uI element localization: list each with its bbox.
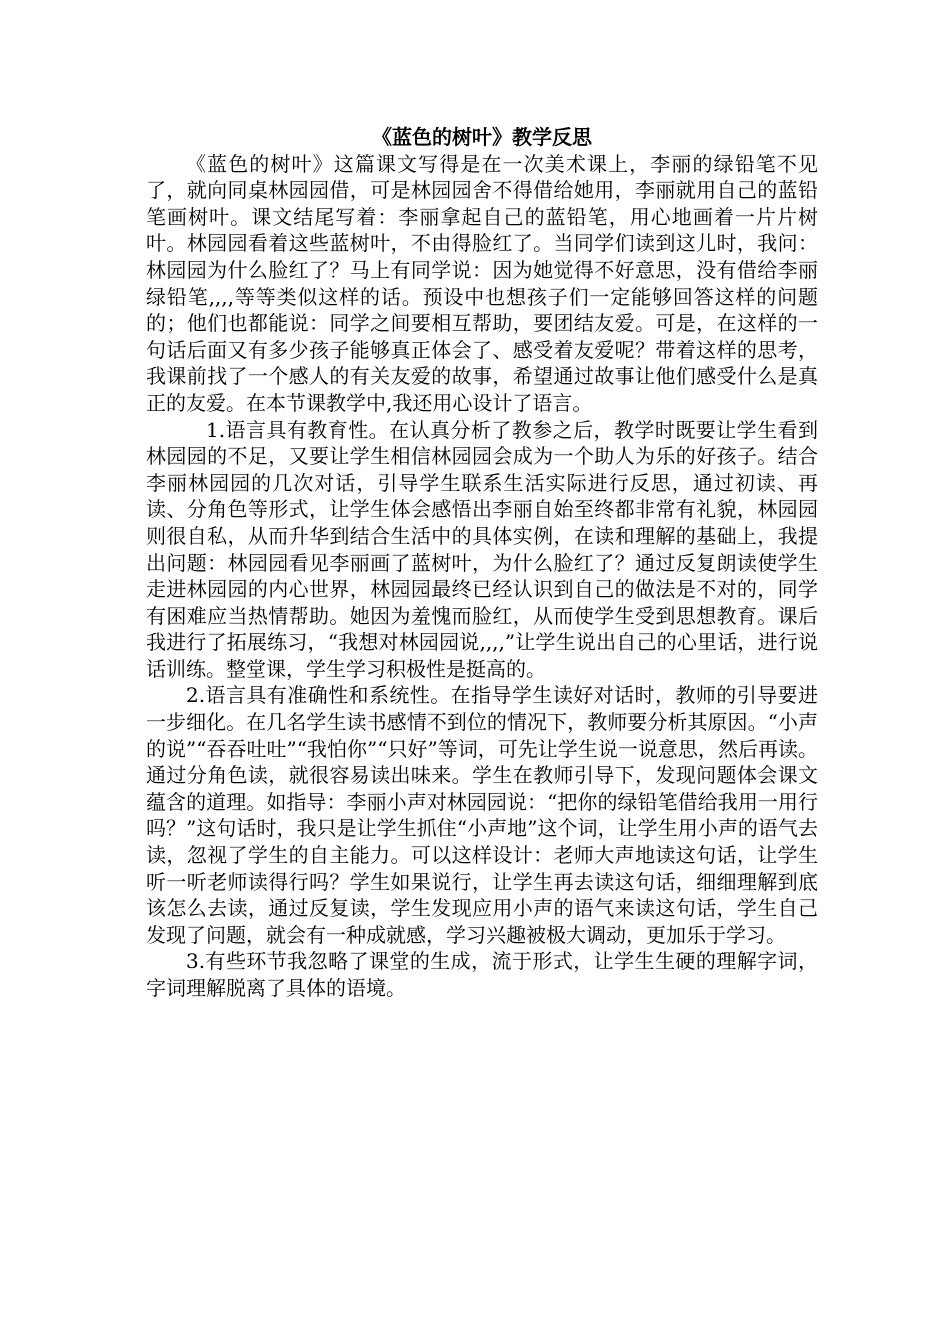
document-page: [146, 124, 818, 1002]
paragraph-point-3: 3.有些环节我忽略了课堂的生成，流于形式，让学生生硬的理解字词，字词理解脱离了具体的语境。: [146, 949, 818, 1000]
paragraph-point-2: 2.语言具有准确性和系统性。在指导学生读好对话时，教师的引导要进一步细化。在几名学生读书感情不到位的情况下，教师要分析其原因。“小声的说”“吞吞吐吐”“我怕你”“只好”等词，可先让学生说一说意思，然后再读。通过分角色读，就很容易读出味来。学生在教师引导下，发现问题体会课文蕴含的道理。如指导：李丽小声对林园园说：“把你的绿铅笔借给我用一用行吗？”这句话时，我只是让学生抓住“小声地”这个词，让学生用小声的语气去读，忽视了学生的自主能力。可以这样设计：老师大声地读这句话，让学生听一听老师读得行吗？学生如果说行，让学生再去读这句话，细细理解到底该怎么去读，通过反复读，学生发现应用小声的语气来读这句话，学生自己发现了问题，就会有一种成就感，学习兴趣被极大调动，更加乐于学习。: [146, 683, 818, 947]
paragraph-intro: 《蓝色的树叶》这篇课文写得是在一次美术课上，李丽的绿铅笔不见了，就向同桌林园园借，可是林园园舍不得借给她用，李丽就用自己的蓝铅笔画树叶。课文结尾写着：李丽拿起自己的蓝铅笔，用心地画着一片片树叶。林园园看着这些蓝树叶，不由得脸红了。当同学们读到这儿时，我问：林园园为什么脸红了？马上有同学说：因为她觉得不好意思，没有借给李丽绿铅笔,,,,等等类似这样的话。预设中也想孩子们一定能够回答这样的问题的；他们也都能说：同学之间要相互帮助，要团结友爱。可是，在这样的一句话后面又有多少孩子能够真正体会了、感受着友爱呢？带着这样的思考，我课前找了一个感人的有关友爱的故事，希望通过故事让他们感受什么是真正的友爱。在本节课教学中,我还用心设计了语言。: [146, 151, 818, 415]
paragraph-point-1: 1.语言具有教育性。在认真分析了教参之后，教学时既要让学生看到林园园的不足，又要让学生相信林园园会成为一个助人为乐的好孩子。结合李丽林园园的几次对话，引导学生联系生活实际进行反思，通过初读、再读、分角色等形式，让学生体会感悟出李丽自始至终都非常有礼貌，林园园则很自私，从而升华到结合生活中的具体实例，在读和理解的基础上，我提出问题：林园园看见李丽画了蓝树叶，为什么脸红了？通过反复朗读使学生走进林园园的内心世界，林园园最终已经认识到自己的做法是不对的，同学有困难应当热情帮助。她因为羞愧而脸红，从而使学生受到思想教育。课后我进行了拓展练习，“我想对林园园说,,,,”让学生说出自己的心里话，进行说话训练。整堂课，学生学习积极性是挺高的。: [146, 417, 818, 681]
document-title: 《蓝色的树叶》教学反思: [372, 125, 592, 149]
